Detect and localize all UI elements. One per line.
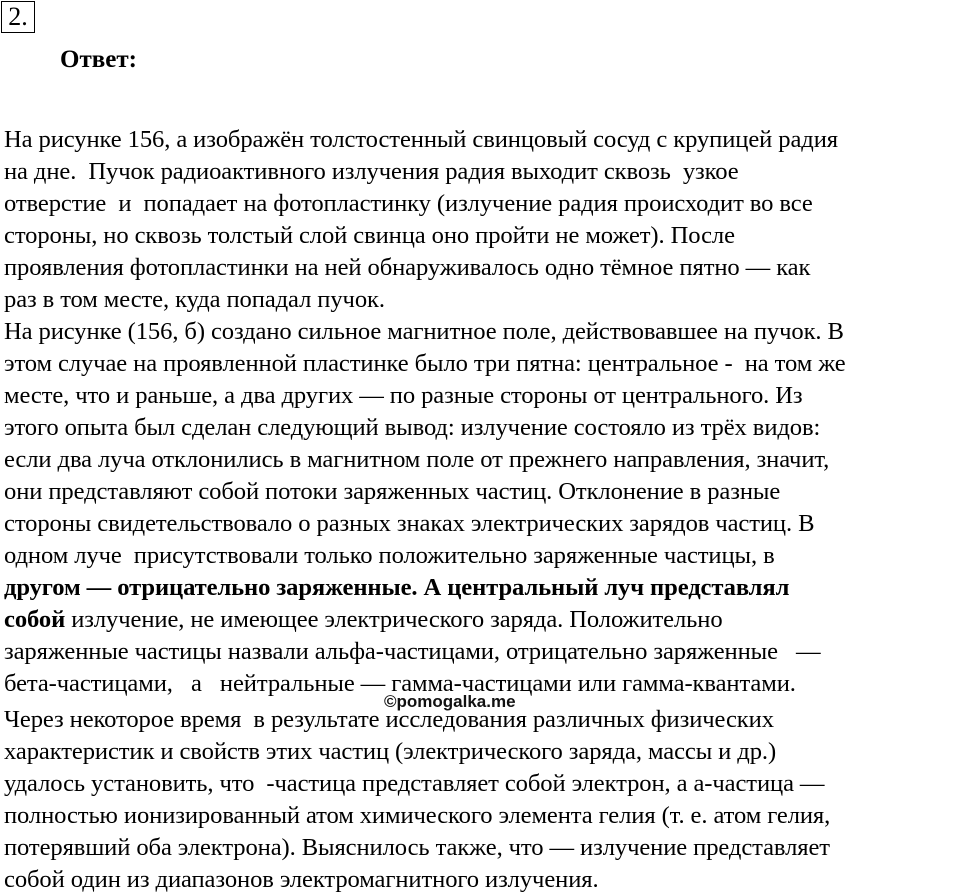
text-line bbox=[4, 800, 960, 832]
line-text: этом случае на проявленной пластинке было три пятна: центральное - на том же bbox=[4, 350, 846, 377]
line-text: стороны свидетельствовало о разных знаках электрических зарядов частиц. В bbox=[4, 510, 815, 537]
line-text: полностью ионизированный атом химического элемента гелия (т. е. атом гелия, bbox=[4, 802, 831, 829]
line-text: бета-частицами, а нейтральные — гамма-частицами или гамма-квантами. bbox=[4, 670, 796, 697]
answer-label: Ответ: bbox=[60, 46, 137, 73]
bold-text: собой bbox=[4, 606, 66, 633]
line-text: если два луча отклонились в магнитном поле от прежнего направления, значит, bbox=[4, 446, 830, 473]
text-line bbox=[4, 736, 960, 768]
line-text: раз в том месте, куда попадал пучок. bbox=[4, 286, 385, 313]
task-number-box: 2. bbox=[1, 1, 35, 33]
text-line bbox=[4, 188, 960, 220]
line-text: этого опыта был сделан следующий вывод: излучение состояло из трёх видов: bbox=[4, 414, 821, 441]
text-line bbox=[4, 252, 960, 284]
text-line bbox=[4, 220, 960, 252]
answer-text bbox=[4, 124, 960, 896]
text-line bbox=[4, 604, 960, 636]
text-line bbox=[4, 508, 960, 540]
line-text: они представляют собой потоки заряженных частиц. Отклонение в разные bbox=[4, 478, 781, 505]
line-text: проявления фотопластинки на ней обнаруживалось одно тёмное пятно — как bbox=[4, 254, 811, 281]
line-text: стороны, но сквозь толстый слой свинца оно пройти не может). После bbox=[4, 222, 735, 249]
text-line bbox=[4, 412, 960, 444]
text-line bbox=[4, 768, 960, 800]
text-line bbox=[4, 572, 960, 604]
text-line bbox=[4, 348, 960, 380]
text-line bbox=[4, 864, 960, 896]
line-text: потерявший оба электрона). Выяснилось также, что — излучение представляет bbox=[4, 834, 830, 861]
line-text: Через некоторое время в результате исследования различных физических bbox=[4, 706, 774, 733]
line-text: излучение, не имеющее электрического заряда. Положительно bbox=[65, 606, 723, 633]
line-text: заряженные частицы назвали альфа-частицами, отрицательно заряженные — bbox=[4, 638, 821, 665]
line-text: характеристик и свойств этих частиц (электрического заряда, массы и др.) bbox=[4, 738, 777, 765]
line-text: На рисунке (156, б) создано сильное магнитное поле, действовавшее на пучок. В bbox=[4, 318, 844, 345]
text-line bbox=[4, 156, 960, 188]
text-line bbox=[4, 284, 960, 316]
watermark: ©pomogalka.me bbox=[384, 692, 516, 711]
line-text: месте, что и раньше, а два других — по разные стороны от центрального. Из bbox=[4, 382, 803, 409]
text-line bbox=[4, 444, 960, 476]
line-text: отверстие и попадает на фотопластинку (излучение радия происходит во все bbox=[4, 190, 813, 217]
line-text: удалось установить, что -частица представляет собой электрон, а а-частица — bbox=[4, 770, 825, 797]
text-line bbox=[4, 476, 960, 508]
text-line bbox=[4, 540, 960, 572]
line-text: на дне. Пучок радиоактивного излучения радия выходит сквозь узкое bbox=[4, 158, 739, 185]
text-line bbox=[4, 316, 960, 348]
text-line bbox=[4, 380, 960, 412]
text-line bbox=[4, 636, 960, 668]
text-line bbox=[4, 124, 960, 156]
bold-text: другом — отрицательно заряженные. А центральный луч представлял bbox=[4, 574, 790, 601]
text-line bbox=[4, 832, 960, 864]
line-text: одном луче присутствовали только положительно заряженные частицы, в bbox=[4, 542, 775, 569]
line-text: На рисунке 156, а изображён толстостенный свинцовый сосуд с крупицей радия bbox=[4, 126, 838, 153]
line-text: собой один из диапазонов электромагнитного излучения. bbox=[4, 866, 599, 893]
